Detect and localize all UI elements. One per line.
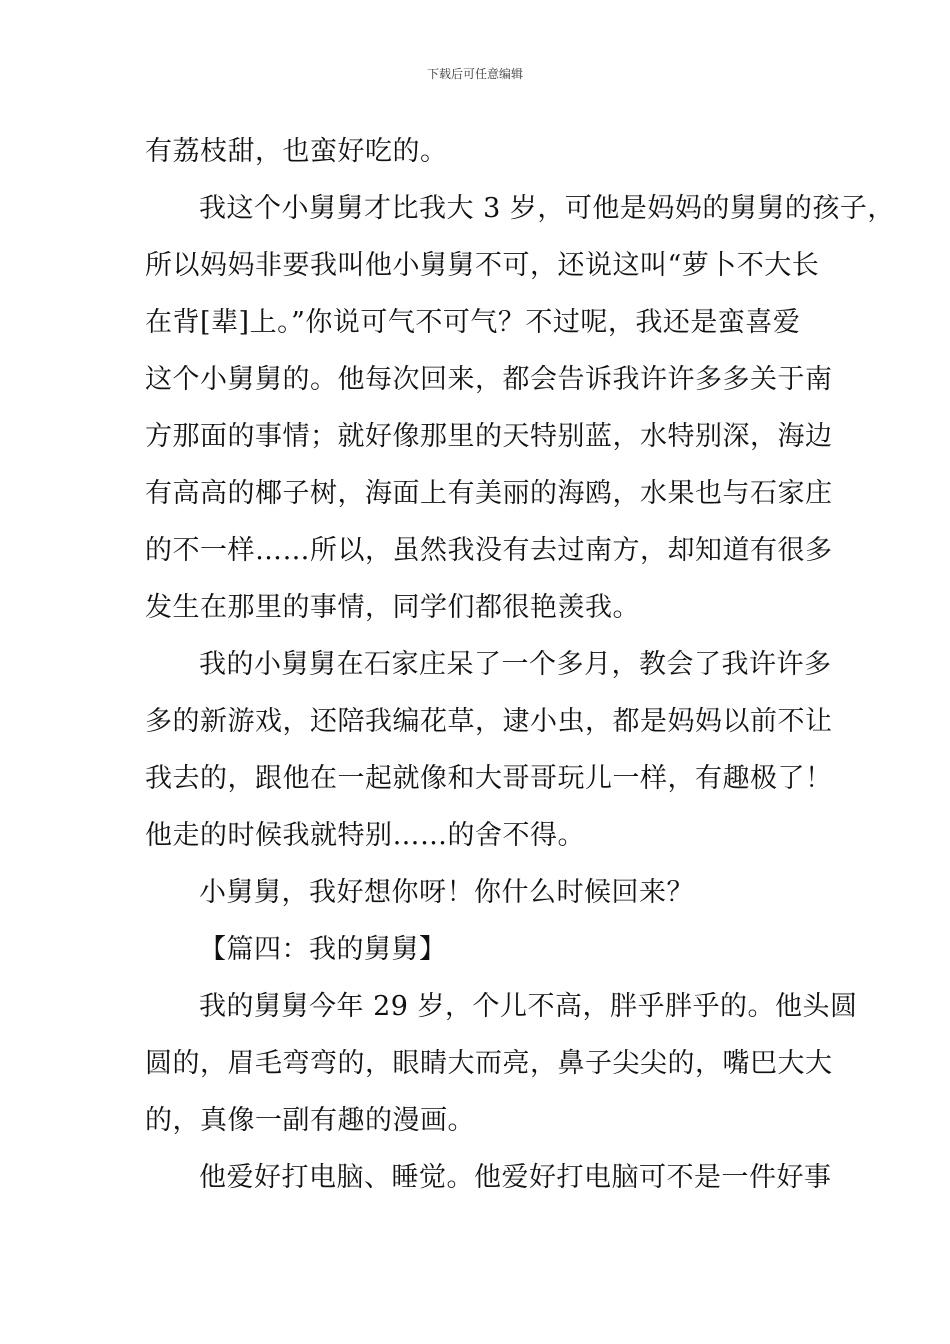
text-line: 有高高的椰子树，海面上有美丽的海鸥，水果也与石家庄 xyxy=(145,478,833,509)
text-line: 所以妈妈非要我叫他小舅舅不可，还说这叫“萝卜不大长 xyxy=(145,250,820,281)
section-heading: 【篇四：我的舅舅】 xyxy=(199,934,447,965)
text-line: 方那面的事情；就好像那里的天特别蓝，水特别深，海边 xyxy=(145,421,833,452)
paragraph-start-line: 我的舅舅今年 29 岁，个儿不高，胖乎胖乎的。他头圆 xyxy=(199,991,858,1022)
text-line: 他走的时候我就特别……的舍不得。 xyxy=(145,820,585,851)
text-line: 圆的，眉毛弯弯的，眼睛大而亮，鼻子尖尖的，嘴巴大大 xyxy=(145,1048,833,1079)
text-line: 多的新游戏，还陪我编花草，逮小虫，都是妈妈以前不让 xyxy=(145,706,833,737)
paragraph-start-line: 我的小舅舅在石家庄呆了一个多月，教会了我许许多 xyxy=(199,649,832,680)
page-header: 下载后可任意编辑 xyxy=(426,67,523,81)
text-line: 发生在那里的事情，同学们都很艳羡我。 xyxy=(145,592,640,623)
text-line: 在背[辈]上。”你说可气不可气？不过呢，我还是蛮喜爱 xyxy=(145,307,801,338)
text-line: 我去的，跟他在一起就像和大哥哥玩儿一样，有趣极了！ xyxy=(145,763,833,794)
text-line: 的不一样……所以，虽然我没有去过南方，却知道有很多 xyxy=(145,535,833,566)
document-body xyxy=(145,128,895,1211)
paragraph-start-line: 小舅舅，我好想你呀！你什么时候回来？ xyxy=(199,877,694,908)
paragraph-start-line: 他爱好打电脑、睡觉。他爱好打电脑可不是一件好事 xyxy=(199,1162,832,1193)
text-line: 这个小舅舅的。他每次回来，都会告诉我许许多多关于南 xyxy=(145,364,833,395)
paragraph-start-line: 我这个小舅舅才比我大 3 岁，可他是妈妈的舅舅的孩子， xyxy=(199,193,895,224)
text-line: 有荔枝甜，也蛮好吃的。 xyxy=(145,136,448,167)
text-line: 的，真像一副有趣的漫画。 xyxy=(145,1105,475,1136)
